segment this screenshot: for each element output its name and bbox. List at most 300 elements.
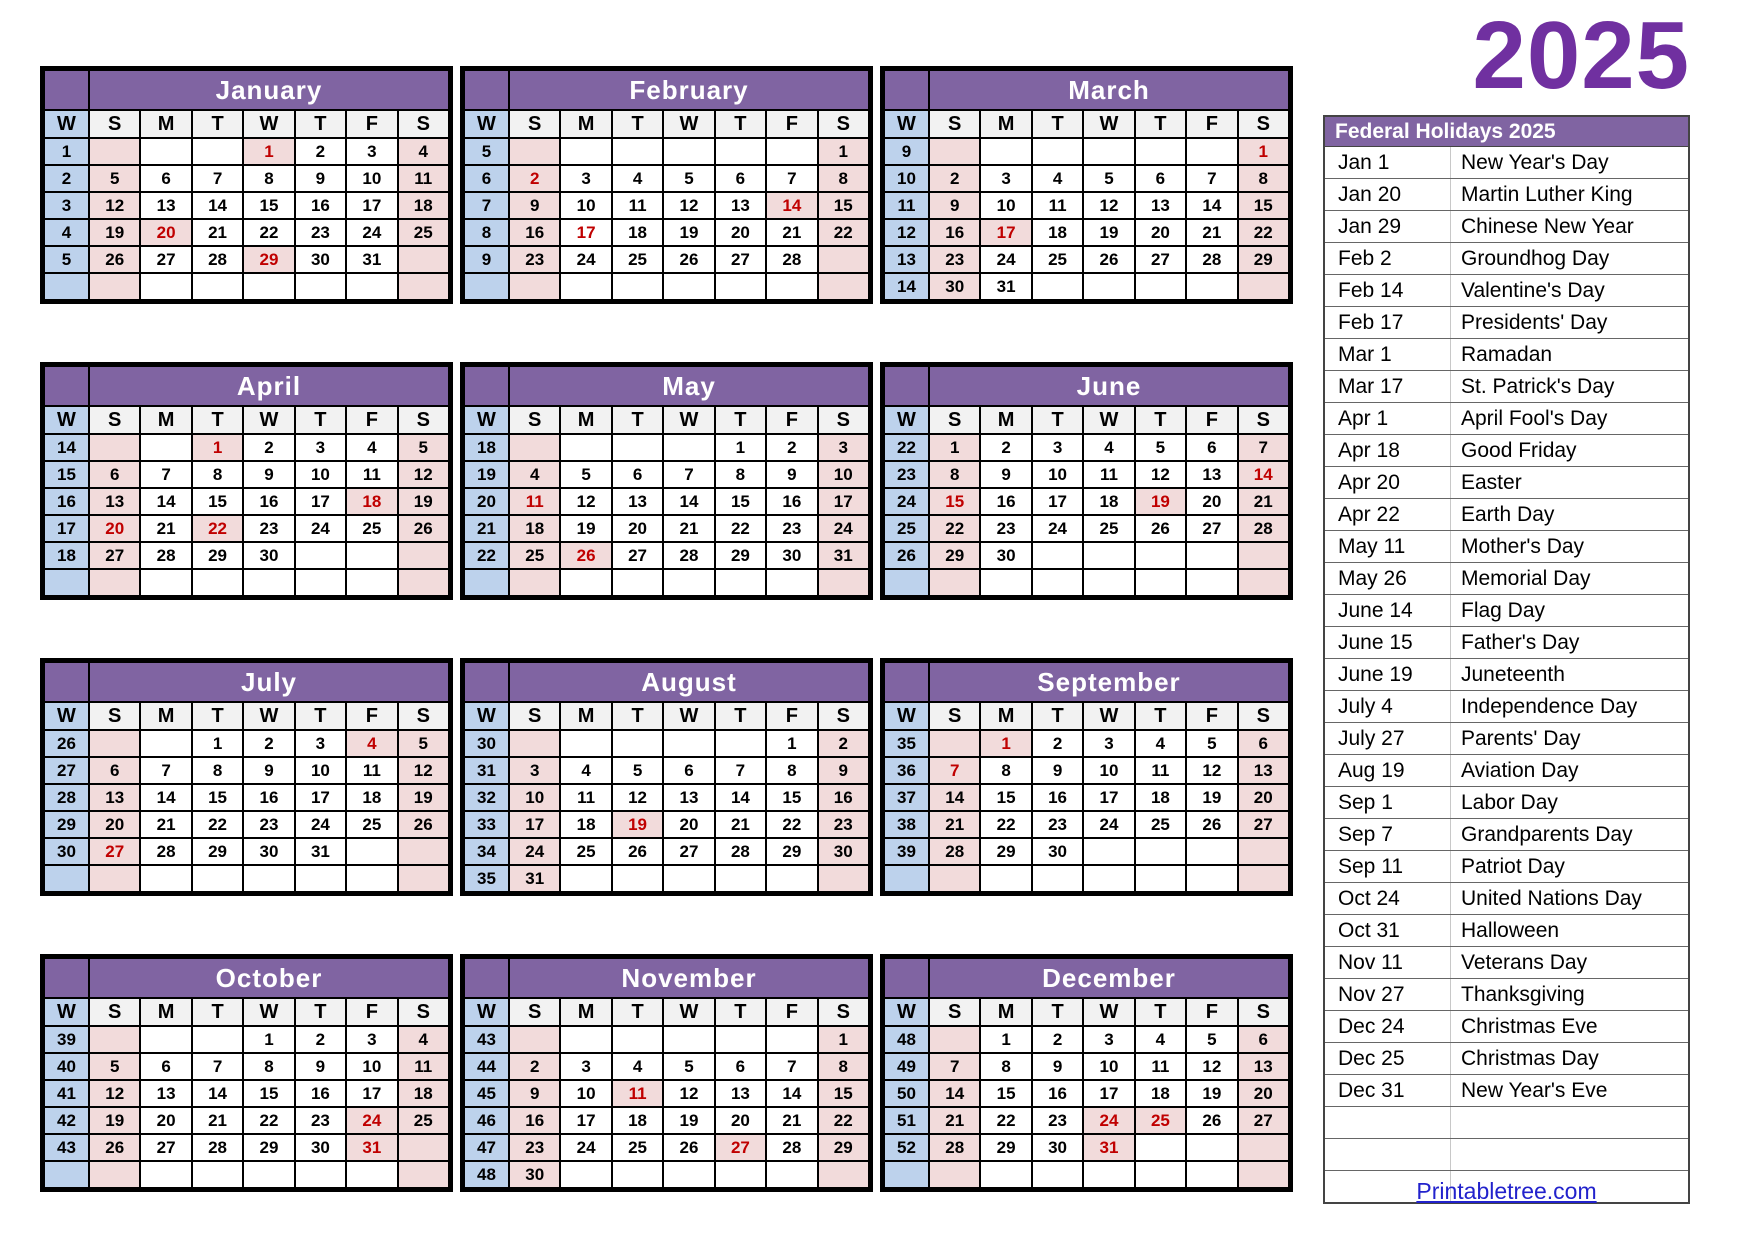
day-cell: 5 <box>1083 165 1134 192</box>
day-cell: 11 <box>1135 1053 1186 1080</box>
day-cell: 14 <box>715 784 766 811</box>
day-cell: 7 <box>1186 165 1237 192</box>
day-cell: 10 <box>1083 757 1134 784</box>
month-title-corner <box>884 662 929 702</box>
day-header: W <box>663 110 714 138</box>
day-cell: 3 <box>295 434 346 461</box>
week-number-cell <box>884 569 929 596</box>
week-row <box>44 165 449 192</box>
day-header: M <box>140 110 191 138</box>
day-cell: 29 <box>818 1134 869 1161</box>
day-cell: 31 <box>980 273 1031 300</box>
day-cell: 26 <box>89 1134 140 1161</box>
holiday-date: Apr 1 <box>1325 403 1451 434</box>
day-cell: 7 <box>663 461 714 488</box>
day-cell: 10 <box>346 165 397 192</box>
day-cell: 26 <box>89 246 140 273</box>
day-cell: 30 <box>1032 838 1083 865</box>
holiday-date: Oct 31 <box>1325 915 1451 946</box>
holiday-row <box>1325 1139 1688 1171</box>
week-number-cell: 3 <box>44 192 89 219</box>
day-cell: 15 <box>818 1080 869 1107</box>
holiday-row <box>1325 531 1688 563</box>
holiday-name: Christmas Day <box>1461 1046 1599 1070</box>
day-cell: 7 <box>1238 434 1289 461</box>
holiday-name: Martin Luther King <box>1461 182 1633 206</box>
week-column-header: W <box>884 702 929 730</box>
week-row <box>464 757 869 784</box>
day-cell: 28 <box>1186 246 1237 273</box>
holiday-name: Aviation Day <box>1461 758 1579 782</box>
holiday-date: Apr 22 <box>1325 499 1451 530</box>
day-cell: 28 <box>140 838 191 865</box>
day-cell: 17 <box>295 488 346 515</box>
day-header: W <box>663 998 714 1026</box>
day-cell: 22 <box>818 219 869 246</box>
week-row <box>44 757 449 784</box>
day-cell: 13 <box>140 192 191 219</box>
day-header: W <box>1083 998 1134 1026</box>
day-cell: 10 <box>295 757 346 784</box>
day-cell: 24 <box>818 515 869 542</box>
day-cell: 31 <box>295 838 346 865</box>
day-cell: 12 <box>612 784 663 811</box>
holiday-date: Jan 20 <box>1325 179 1451 210</box>
day-cell: 23 <box>1032 1107 1083 1134</box>
week-row <box>44 865 449 892</box>
day-cell: 23 <box>980 515 1031 542</box>
day-cell <box>1135 865 1186 892</box>
day-cell: 17 <box>295 784 346 811</box>
week-row <box>44 838 449 865</box>
day-cell: 3 <box>346 138 397 165</box>
day-cell: 24 <box>346 1107 397 1134</box>
week-row <box>44 219 449 246</box>
day-cell: 18 <box>1083 488 1134 515</box>
day-cell <box>346 273 397 300</box>
day-cell <box>980 1161 1031 1188</box>
week-row <box>464 192 869 219</box>
day-cell: 18 <box>346 488 397 515</box>
day-cell: 24 <box>295 811 346 838</box>
day-cell: 1 <box>929 434 980 461</box>
week-row <box>464 1026 869 1053</box>
holiday-date: June 15 <box>1325 627 1451 658</box>
week-row <box>884 865 1289 892</box>
month-title-corner <box>464 70 509 110</box>
day-cell: 5 <box>89 1053 140 1080</box>
week-number-cell: 11 <box>884 192 929 219</box>
day-cell <box>560 569 611 596</box>
day-cell: 8 <box>192 757 243 784</box>
day-cell: 12 <box>663 192 714 219</box>
holiday-name: Grandparents Day <box>1461 822 1633 846</box>
day-cell: 29 <box>715 542 766 569</box>
day-cell: 11 <box>398 165 449 192</box>
day-cell: 23 <box>243 515 294 542</box>
day-cell: 20 <box>663 811 714 838</box>
week-column-header: W <box>44 998 89 1026</box>
day-header: W <box>1083 110 1134 138</box>
day-cell: 30 <box>243 838 294 865</box>
week-number-cell: 19 <box>464 461 509 488</box>
day-cell: 6 <box>89 461 140 488</box>
day-header: T <box>1135 702 1186 730</box>
day-cell <box>560 730 611 757</box>
day-cell: 30 <box>295 246 346 273</box>
day-cell <box>715 1026 766 1053</box>
day-cell: 29 <box>192 838 243 865</box>
day-cell: 8 <box>980 1053 1031 1080</box>
credit-footer <box>1323 1178 1690 1205</box>
day-cell: 19 <box>398 488 449 515</box>
day-cell <box>398 542 449 569</box>
week-number-cell: 1 <box>44 138 89 165</box>
day-cell: 25 <box>346 811 397 838</box>
day-cell: 24 <box>1083 1107 1134 1134</box>
week-number-cell: 27 <box>44 757 89 784</box>
week-row <box>464 1080 869 1107</box>
day-cell <box>612 865 663 892</box>
holiday-name: Valentine's Day <box>1461 278 1605 302</box>
calendar-grid <box>40 66 1287 1192</box>
day-cell <box>243 273 294 300</box>
day-cell: 10 <box>295 461 346 488</box>
month-title: June <box>929 366 1289 406</box>
day-cell <box>140 138 191 165</box>
day-cell: 1 <box>192 730 243 757</box>
day-cell: 19 <box>89 219 140 246</box>
week-number-cell: 30 <box>464 730 509 757</box>
day-header: F <box>1186 110 1237 138</box>
day-cell <box>560 1026 611 1053</box>
day-cell <box>89 1161 140 1188</box>
day-cell <box>715 1161 766 1188</box>
day-cell: 11 <box>1032 192 1083 219</box>
day-cell: 19 <box>1186 784 1237 811</box>
day-header: M <box>560 110 611 138</box>
day-header: S <box>929 110 980 138</box>
holiday-date: Apr 18 <box>1325 435 1451 466</box>
day-cell: 5 <box>663 165 714 192</box>
day-cell <box>140 1026 191 1053</box>
day-cell: 20 <box>715 1107 766 1134</box>
day-cell: 9 <box>1032 757 1083 784</box>
day-cell: 29 <box>980 838 1031 865</box>
day-header: T <box>1135 110 1186 138</box>
day-cell: 9 <box>243 461 294 488</box>
holiday-name: April Fool's Day <box>1461 406 1608 430</box>
week-row <box>884 246 1289 273</box>
day-cell: 13 <box>612 488 663 515</box>
day-cell: 1 <box>818 138 869 165</box>
day-header: T <box>192 406 243 434</box>
day-header: T <box>612 702 663 730</box>
week-row <box>44 434 449 461</box>
week-row <box>464 784 869 811</box>
day-cell: 19 <box>560 515 611 542</box>
day-cell: 25 <box>398 1107 449 1134</box>
day-header: S <box>929 702 980 730</box>
day-header: F <box>766 998 817 1026</box>
holiday-row <box>1325 1075 1688 1107</box>
day-header: S <box>818 406 869 434</box>
week-number-cell: 10 <box>884 165 929 192</box>
week-column-header: W <box>464 702 509 730</box>
day-cell <box>612 730 663 757</box>
holiday-name: Earth Day <box>1461 502 1555 526</box>
day-header: T <box>1135 406 1186 434</box>
holiday-date: Apr 20 <box>1325 467 1451 498</box>
week-row <box>884 1107 1289 1134</box>
day-cell: 17 <box>1083 1080 1134 1107</box>
week-row <box>44 246 449 273</box>
day-cell: 12 <box>1186 757 1237 784</box>
day-cell: 15 <box>929 488 980 515</box>
day-cell: 4 <box>1083 434 1134 461</box>
day-cell: 12 <box>560 488 611 515</box>
week-number-cell: 35 <box>464 865 509 892</box>
week-number-cell: 32 <box>464 784 509 811</box>
day-cell: 23 <box>766 515 817 542</box>
day-cell: 13 <box>1186 461 1237 488</box>
day-cell: 8 <box>243 165 294 192</box>
day-cell: 7 <box>140 757 191 784</box>
day-cell: 19 <box>398 784 449 811</box>
day-header: M <box>560 702 611 730</box>
day-cell: 28 <box>929 1134 980 1161</box>
printabletree-link[interactable]: Printabletree.com <box>1416 1178 1597 1204</box>
day-cell: 8 <box>715 461 766 488</box>
week-number-cell: 14 <box>884 273 929 300</box>
holiday-date: Nov 27 <box>1325 979 1451 1010</box>
holiday-date: Feb 17 <box>1325 307 1451 338</box>
day-cell: 14 <box>1186 192 1237 219</box>
day-cell: 3 <box>1032 434 1083 461</box>
day-cell: 1 <box>818 1026 869 1053</box>
day-cell <box>560 865 611 892</box>
day-cell: 14 <box>929 784 980 811</box>
day-cell: 25 <box>346 515 397 542</box>
day-cell: 21 <box>140 515 191 542</box>
holiday-name: Labor Day <box>1461 790 1558 814</box>
week-row <box>464 434 869 461</box>
day-cell <box>295 865 346 892</box>
day-cell <box>1032 138 1083 165</box>
day-cell: 9 <box>980 461 1031 488</box>
day-header: T <box>1032 998 1083 1026</box>
day-cell: 21 <box>1186 219 1237 246</box>
day-cell: 15 <box>980 784 1031 811</box>
week-row <box>884 1080 1289 1107</box>
day-cell: 2 <box>1032 730 1083 757</box>
day-cell: 1 <box>766 730 817 757</box>
week-number-cell: 26 <box>44 730 89 757</box>
holiday-row <box>1325 339 1688 371</box>
day-cell: 26 <box>1083 246 1134 273</box>
day-header: S <box>929 998 980 1026</box>
holiday-name: St. Patrick's Day <box>1461 374 1615 398</box>
day-cell: 23 <box>295 219 346 246</box>
day-cell <box>766 1026 817 1053</box>
day-cell: 28 <box>715 838 766 865</box>
day-cell: 4 <box>398 1026 449 1053</box>
day-cell: 30 <box>295 1134 346 1161</box>
day-cell: 21 <box>766 219 817 246</box>
week-number-cell: 43 <box>44 1134 89 1161</box>
day-cell: 2 <box>818 730 869 757</box>
day-cell: 30 <box>1032 1134 1083 1161</box>
week-number-cell: 46 <box>464 1107 509 1134</box>
day-header: S <box>398 110 449 138</box>
day-cell: 17 <box>980 219 1031 246</box>
day-cell: 14 <box>929 1080 980 1107</box>
holiday-name: Flag Day <box>1461 598 1546 622</box>
day-cell: 26 <box>663 246 714 273</box>
day-header: S <box>929 406 980 434</box>
day-cell <box>1083 838 1134 865</box>
month-title: January <box>89 70 449 110</box>
week-row <box>464 515 869 542</box>
month-title: September <box>929 662 1289 702</box>
day-cell: 14 <box>192 1080 243 1107</box>
day-header: F <box>766 110 817 138</box>
day-cell <box>612 569 663 596</box>
day-header: T <box>612 110 663 138</box>
day-cell: 21 <box>663 515 714 542</box>
day-cell <box>1135 542 1186 569</box>
day-cell: 6 <box>715 1053 766 1080</box>
week-row <box>44 515 449 542</box>
day-cell: 16 <box>1032 1080 1083 1107</box>
day-cell <box>192 865 243 892</box>
day-cell: 15 <box>1238 192 1289 219</box>
day-cell: 11 <box>1135 757 1186 784</box>
holiday-name: Patriot Day <box>1461 854 1565 878</box>
day-cell: 5 <box>1135 434 1186 461</box>
day-cell: 8 <box>980 757 1031 784</box>
holiday-date: Nov 11 <box>1325 947 1451 978</box>
day-cell: 9 <box>1032 1053 1083 1080</box>
day-header: S <box>1238 998 1289 1026</box>
holiday-row <box>1325 563 1688 595</box>
day-header: S <box>1238 406 1289 434</box>
day-cell: 14 <box>766 192 817 219</box>
day-header: T <box>295 406 346 434</box>
day-cell: 1 <box>243 138 294 165</box>
week-number-cell <box>44 569 89 596</box>
week-number-cell: 23 <box>884 461 929 488</box>
day-cell <box>1083 138 1134 165</box>
day-cell: 6 <box>1238 1026 1289 1053</box>
week-column-header: W <box>884 110 929 138</box>
week-number-cell: 30 <box>44 838 89 865</box>
day-cell: 12 <box>1186 1053 1237 1080</box>
day-header: T <box>295 110 346 138</box>
day-cell: 1 <box>192 434 243 461</box>
day-cell <box>715 569 766 596</box>
day-cell <box>715 273 766 300</box>
holiday-name: Veterans Day <box>1461 950 1588 974</box>
day-cell: 28 <box>929 838 980 865</box>
day-header: W <box>243 406 294 434</box>
week-number-cell: 40 <box>44 1053 89 1080</box>
day-cell: 28 <box>1238 515 1289 542</box>
day-header: T <box>295 702 346 730</box>
day-cell: 9 <box>929 192 980 219</box>
holiday-row <box>1325 947 1688 979</box>
day-header: W <box>243 998 294 1026</box>
day-cell: 13 <box>715 192 766 219</box>
month-november <box>460 954 873 1192</box>
day-cell: 7 <box>715 757 766 784</box>
week-number-cell: 18 <box>44 542 89 569</box>
day-cell: 4 <box>612 165 663 192</box>
holiday-date: Dec 31 <box>1325 1075 1451 1106</box>
day-cell: 5 <box>560 461 611 488</box>
day-cell: 16 <box>766 488 817 515</box>
month-title: February <box>509 70 869 110</box>
day-cell: 14 <box>663 488 714 515</box>
holiday-row <box>1325 819 1688 851</box>
week-row <box>464 542 869 569</box>
week-column-header: W <box>884 406 929 434</box>
holiday-date <box>1325 1107 1451 1138</box>
day-cell <box>1083 569 1134 596</box>
day-cell: 20 <box>89 515 140 542</box>
week-number-cell: 8 <box>464 219 509 246</box>
day-cell: 22 <box>243 1107 294 1134</box>
week-row <box>44 461 449 488</box>
day-cell <box>398 1161 449 1188</box>
day-cell: 15 <box>715 488 766 515</box>
day-cell: 17 <box>346 1080 397 1107</box>
week-number-cell: 49 <box>884 1053 929 1080</box>
day-cell <box>929 569 980 596</box>
day-header: F <box>1186 702 1237 730</box>
day-cell: 30 <box>818 838 869 865</box>
day-cell: 15 <box>818 192 869 219</box>
week-row <box>884 461 1289 488</box>
day-cell: 11 <box>398 1053 449 1080</box>
week-row <box>44 488 449 515</box>
day-cell: 7 <box>766 1053 817 1080</box>
day-cell: 18 <box>509 515 560 542</box>
day-cell <box>663 273 714 300</box>
day-cell <box>89 865 140 892</box>
day-cell <box>766 569 817 596</box>
day-cell: 3 <box>295 730 346 757</box>
holiday-name: Ramadan <box>1461 342 1553 366</box>
holiday-date: Jan 29 <box>1325 211 1451 242</box>
day-cell <box>398 569 449 596</box>
day-header: M <box>140 998 191 1026</box>
day-header: T <box>1032 110 1083 138</box>
month-january <box>40 66 453 304</box>
day-cell <box>140 865 191 892</box>
day-cell <box>1238 838 1289 865</box>
day-cell <box>1135 1134 1186 1161</box>
day-cell: 12 <box>89 192 140 219</box>
week-number-cell: 31 <box>464 757 509 784</box>
day-header: M <box>140 406 191 434</box>
day-cell <box>663 138 714 165</box>
day-cell: 17 <box>560 219 611 246</box>
week-number-cell: 43 <box>464 1026 509 1053</box>
holiday-date: July 27 <box>1325 723 1451 754</box>
day-cell: 12 <box>398 461 449 488</box>
holiday-date: Feb 14 <box>1325 275 1451 306</box>
